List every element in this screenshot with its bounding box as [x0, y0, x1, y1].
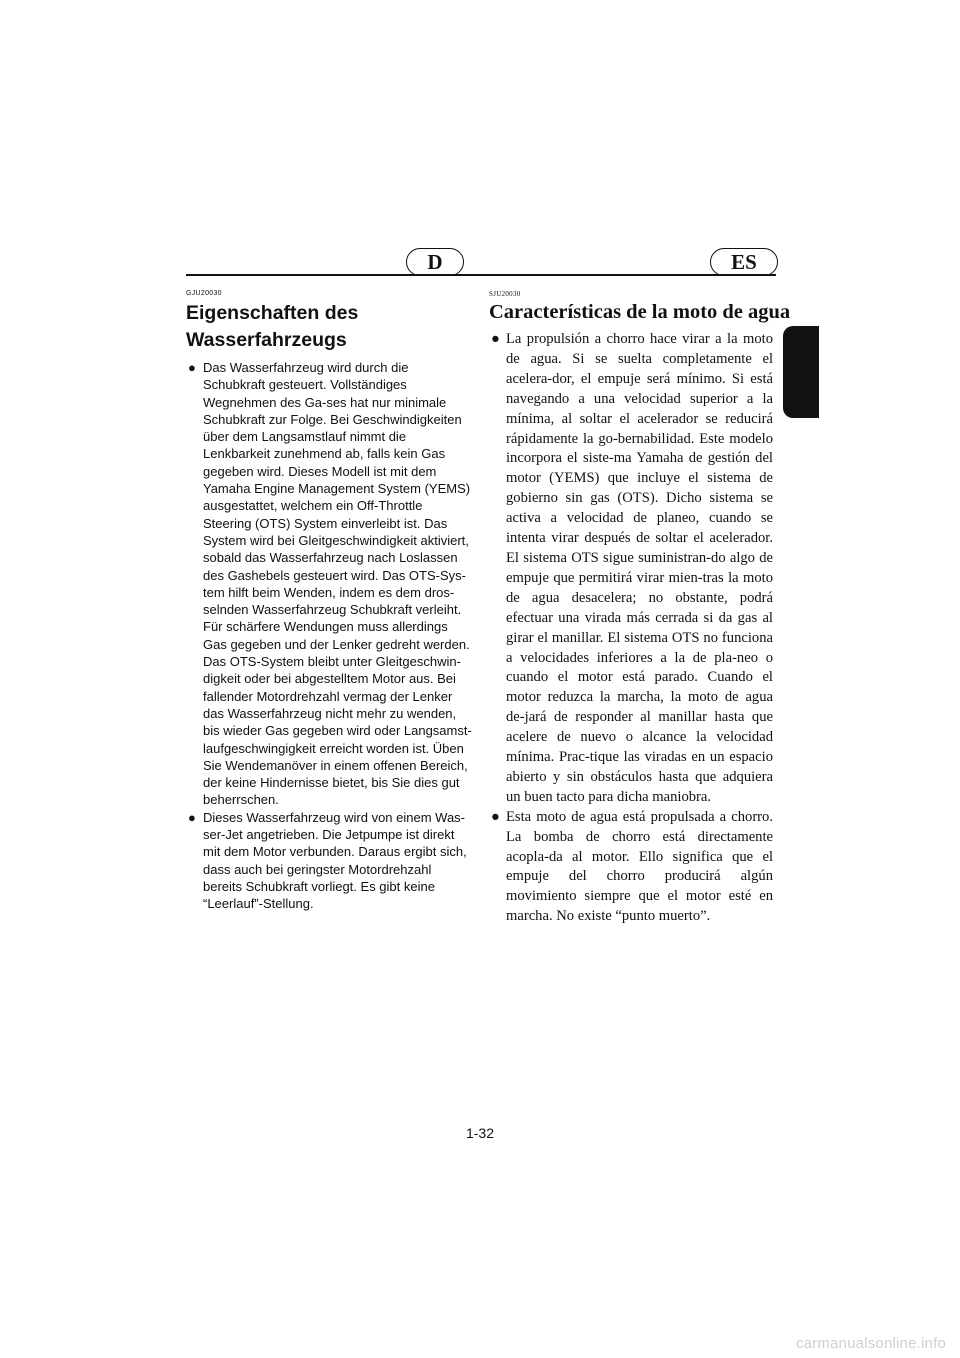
bullet-text: La propulsión a chorro hace virar a la moto de agua. Si se suelta completamente el acelera-dor, el empuje será mínimo. Si está navegando a una velocidad superior a la mínima, al soltar el acelerador se reducirá rápidamente la go-bernabilidad. Este modelo incorpora el siste-ma Yamaha de gestión del motor (YEMS) que incluye el sistema de gobierno sin gas (OTS). Dicho sistema se activa a velocidad de planeo, cuando se intenta virar después de soltar el acelerador. El sistema OTS sigue suministran-do algo de empuje que permitirá virar mien-tras la moto de agua desacelera; no obstante, podrá efectuar una virada más cerrada si da gas al girar el manillar. El sistema OTS no funciona a velocidades inferiores a la de pla-neo o cuando el motor está parado. Cuando el motor reduzca la marcha, la moto de agua de-jará de responder al manillar hasta que acelere de nuevo o alcance la velocidad mínima. Prac-tique las viradas en un espacio abierto y sin obstáculos hasta que adquiera un buen tacto para dicha maniobra. — [506, 331, 773, 805]
bullet-text: Das Wasserfahrzeug wird durch die Schubkraft gesteuert. Vollständiges Wegnehmen des Ga-ses hat nur minimale Schubkraft zur Folge. Bei Geschwindigkeiten über dem Langsamstlauf nimmt die Lenkbarkeit zunehmend ab, falls kein Gas gegeben wird. Dieses Modell ist mit dem Yamaha Engine Management System (YEMS) ausgestattet, welchem ein Off-Throttle Steering (OTS) System einverleibt ist. Das System wird bei Gleitgeschwindigkeit aktiviert, sobald das Wasserfahrzeug nach Loslassen des Gashebels gesteuert wird. Das OTS-Sys-tem hilft beim Wenden, indem es dem dros-selnden Wasserfahrzeug Schubkraft verleiht. Für schärfere Wendungen muss allerdings Gas gegeben und der Lenker gedreht werden. Das OTS-System bleibt unter Gleitgeschwin-digkeit oder bei abgestelltem Motor aus. Bei fallender Motordrehzahl vermag der Lenker das Wasserfahrzeug nicht mehr zu wenden, bis wieder Gas gegeben wird oder Langsamst-laufgeschwingigkeit erreicht worden ist. Üben Sie Wendemanöver in einem offenen Bereich, der keine Hindernisse bietet, bis Sie dies gut beherrschen. — [203, 360, 472, 808]
bullet-text: Dieses Wasserfahrzeug wird von einem Was-ser-Jet angetrieben. Die Jetpumpe ist direkt mit dem Motor verbunden. Daraus ergibt sich, dass auch bei geringster Motordrehzahl bereits Schubkraft vorliegt. Es gibt keine “Leerlauf”-Stellung. — [203, 809, 467, 912]
bullet-icon: ● — [491, 808, 500, 825]
section-title-line-1: Eigenschaften des — [186, 302, 359, 324]
section-title — [186, 300, 472, 354]
section-code: GJU20030 — [186, 290, 222, 297]
language-badge-german: D — [406, 248, 464, 276]
section-code: SJU20030 — [489, 290, 521, 298]
bullet-icon: ● — [188, 809, 196, 825]
bullet-icon: ● — [188, 360, 196, 375]
section-title-line-2: Wasserfahrzeugs — [186, 329, 347, 351]
watermark: carmanualsonline.info — [795, 1335, 946, 1352]
bullet-item — [186, 809, 472, 913]
bullet-item — [489, 808, 773, 927]
spanish-column — [489, 290, 791, 927]
header-rule — [186, 274, 776, 276]
german-column — [186, 290, 472, 913]
section-thumb-tab — [783, 326, 819, 418]
bullet-text: Esta moto de agua está propulsada a chorro. La bomba de chorro está directamente acopla-da al motor. Ello significa que el empuje del chorro producirá algún movimiento siempre que el motor esté en marcha. No existe “punto muerto”. — [506, 808, 773, 925]
page-number: 1-32 — [465, 1125, 495, 1141]
bullet-item — [489, 330, 773, 808]
bullet-item — [186, 359, 472, 809]
page-header — [186, 248, 776, 278]
language-badge-spanish: ES — [710, 248, 778, 276]
section-title: Características de la moto de agua — [489, 301, 791, 323]
bullet-icon: ● — [491, 331, 500, 347]
